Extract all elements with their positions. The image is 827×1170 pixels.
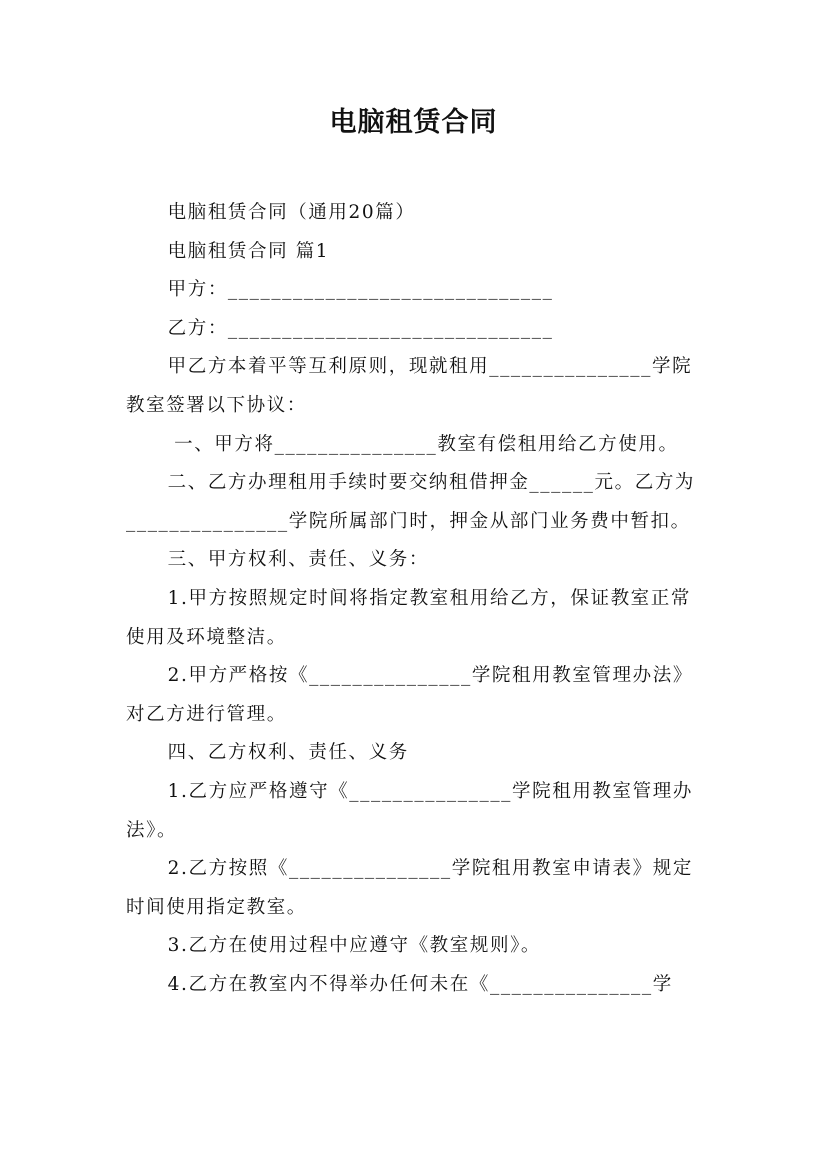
clause-1: 一、甲方将_______________教室有偿租用给乙方使用。 [174, 433, 679, 455]
intro-paragraph: 甲乙方本着平等互利原则，现就租用_______________学院教室签署以下协议： [126, 356, 693, 416]
clause-4-item-3: 3.乙方在使用过程中应遵守《教室规则》。 [167, 935, 542, 957]
party-a-line: 甲方：______________________________ [167, 279, 554, 301]
document-body [126, 194, 704, 1004]
section-heading: 电脑租赁合同 篇1 [167, 240, 330, 262]
party-b-line: 乙方：______________________________ [167, 317, 554, 339]
clause-3-heading: 三、甲方权利、责任、义务： [167, 549, 429, 571]
subtitle-line: 电脑租赁合同（通用20篇） [167, 202, 416, 223]
document-title: 电脑租赁合同 [329, 107, 498, 138]
clause-4-item-4: 4.乙方在教室内不得举办任何未在《_______________学 [167, 973, 673, 995]
clause-4-item-2: 2.乙方按照《_______________学院租用教室申请表》规定时间使用指定教室。 [126, 858, 693, 918]
clause-4-item-1: 1.乙方应严格遵守《_______________学院租用教室管理办法》。 [126, 780, 693, 841]
clause-3-item-2: 2.甲方严格按《_______________学院租用教室管理办法》对乙方进行管理。 [126, 665, 693, 725]
clause-3-item-1: 1.甲方按照规定时间将指定教室租用给乙方，保证教室正常使用及环境整洁。 [126, 587, 691, 648]
clause-2: 二、乙方办理租用手续时要交纳租借押金______元。乙方为_______________学院所属部门时，押金从部门业务费中暂扣。 [126, 472, 696, 532]
clause-4-heading: 四、乙方权利、责任、义务 [167, 742, 409, 764]
